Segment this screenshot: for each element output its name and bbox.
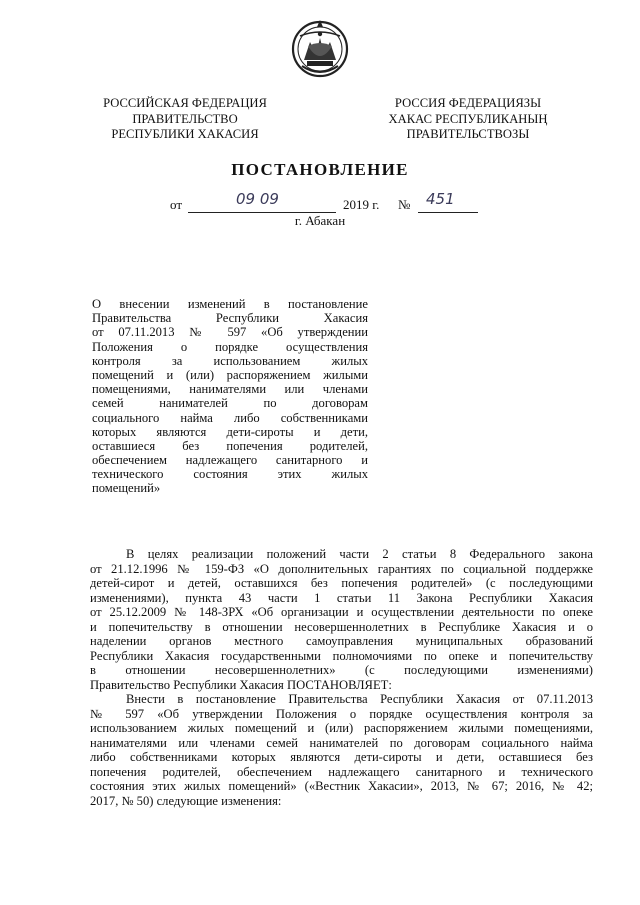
date-year: 2019 г.: [343, 197, 380, 212]
subject-line: оставшиеся без попечения родителей,: [92, 438, 368, 453]
subject-block: [92, 297, 368, 496]
body-line: изменениями), пункта 43 части 1 статьи 11 Закона Республики Хакасия: [90, 590, 593, 605]
subject-line: технического состояния этих жилых: [92, 467, 368, 482]
header-left-line: РОССИЙСКАЯ ФЕДЕРАЦИЯ: [103, 96, 267, 110]
header-left-line: РЕСПУБЛИКИ ХАКАСИЯ: [111, 127, 259, 141]
body-line: Правительство Республики Хакасия ПОСТАНОВЛЯЕТ:: [90, 677, 392, 692]
subject-line: помещений»: [92, 481, 161, 496]
body-line: Республики Хакасия государственными полномочиями по опеке и попечительству: [90, 648, 593, 663]
subject-line: обеспечением надлежащего санитарного и: [92, 453, 368, 468]
document-title: ПОСТАНОВЛЕНИЕ: [231, 160, 409, 179]
body-text: [90, 547, 593, 808]
body-line: в отношении несовершеннолетних» (с последующими изменениями): [90, 663, 593, 677]
body-line: попечения родителей, обеспечением надлежащего санитарного и технического: [90, 764, 593, 779]
header-right-line: ПРАВИТЕЛЬСТВОЗЫ: [406, 127, 530, 141]
body-line: детей-сирот и детей, оставшихся без попечения родителей» (с последующими: [90, 576, 593, 590]
body-line: нанимателями или членами семей нанимателей по договорам социального найма: [90, 735, 593, 750]
header-right-line: РОССИЯ ФЕДЕРАЦИЯЗЫ: [394, 96, 542, 110]
body-line: Внести в постановление Правительства Республики Хакасия от 07.11.2013: [126, 692, 593, 706]
body-line: либо собственниками которых являются дети-сироты и дети, оставшиеся без: [90, 750, 593, 764]
header-left-line: ПРАВИТЕЛЬСТВО: [132, 111, 238, 126]
body-line: 2017, № 50) следующие изменения:: [90, 793, 282, 808]
subject-line: социального найма либо собственниками: [92, 410, 368, 425]
subject-line: контроля за использованием жилых: [92, 353, 368, 368]
header-right-block: [368, 96, 568, 143]
body-line: состояния этих жилых помещений» («Вестник Хакасии», 2013, № 67; 2016, № 42;: [90, 779, 593, 793]
body-line: наделении органов местного самоуправления муниципальных образований: [90, 634, 593, 648]
subject-line: Правительства Республики Хакасия: [92, 311, 368, 326]
number-sign: №: [398, 197, 411, 212]
header-right-line: ХАКАС РЕСПУБЛИКАНЫҢ: [388, 111, 548, 126]
subject-line: Положения о порядке осуществления: [92, 339, 368, 354]
subject-line: которых являются дети-сироты и дети,: [92, 424, 368, 439]
subject-line: семей нанимателей по договорам: [92, 396, 368, 411]
subject-line: помещениями, нанимателями или членами: [92, 382, 368, 397]
subject-line: помещений и (или) распоряжением жилыми: [92, 367, 368, 382]
body-line: № 597 «Об утверждении Положения о порядке осуществления контроля за: [90, 706, 593, 721]
body-line: и попечительству в отношении несовершеннолетних в Республике Хакасия и о: [90, 619, 593, 634]
header-left-block: [90, 96, 280, 143]
body-line: использованием жилых помещений и (или) распоряжением жилыми помещениями,: [90, 721, 593, 735]
body-line: В целях реализации положений части 2 статьи 8 Федерального закона: [126, 547, 593, 561]
date-prefix: от: [170, 197, 183, 212]
body-line: от 25.12.2009 № 148-ЗРХ «Об организации и осуществлении деятельности по опеке: [90, 605, 593, 619]
coat-of-arms-emblem: [290, 16, 350, 82]
handwritten-number: 451: [426, 190, 455, 208]
handwritten-date: 09 09: [236, 190, 279, 208]
date-number-line: [0, 190, 640, 215]
city-name: г. Абакан: [294, 213, 346, 228]
subject-line: О внесении изменений в постановление: [92, 297, 368, 311]
body-line: от 21.12.1996 № 159-ФЗ «О дополнительных гарантиях по социальной поддержке: [90, 561, 593, 576]
subject-line: от 07.11.2013 № 597 «Об утверждении: [92, 325, 368, 340]
